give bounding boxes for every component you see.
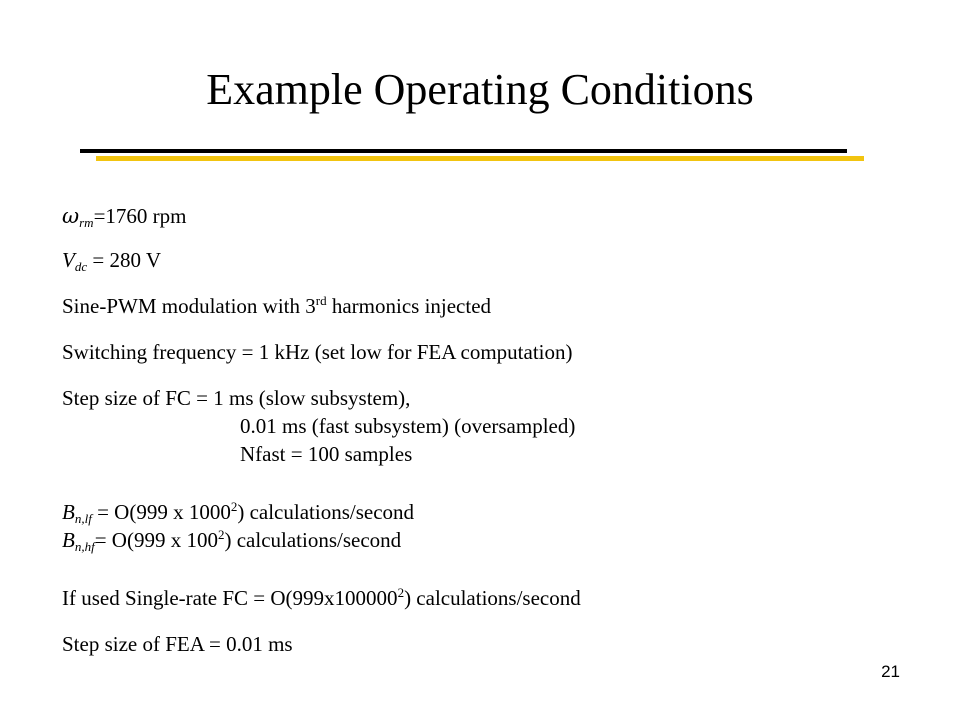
bhf-text-end: ) calculations/second xyxy=(224,528,402,552)
blf-symbol: B xyxy=(62,500,75,524)
title-underline-black xyxy=(80,149,847,153)
page-number: 21 xyxy=(881,662,900,681)
line-vdc xyxy=(62,246,161,277)
line-step-fea: Step size of FEA = 0.01 ms xyxy=(62,632,293,656)
blf-superscript: 2 xyxy=(230,499,238,514)
blf-subscript: n,lf xyxy=(74,511,92,526)
vdc-value: = 280 V xyxy=(87,248,161,272)
omega-subscript: rm xyxy=(79,215,94,230)
blf-text-end: ) calculations/second xyxy=(237,500,415,524)
omega-value: =1760 rpm xyxy=(93,204,187,228)
bhf-superscript: 2 xyxy=(217,527,225,542)
line-blf xyxy=(62,498,414,529)
single-text: If used Single-rate FC = O(999x100000 xyxy=(62,586,398,610)
line-bhf xyxy=(62,526,401,557)
pwm-superscript: rd xyxy=(315,293,327,308)
line-step-fc-fast: 0.01 ms (fast subsystem) (oversampled) xyxy=(240,414,576,438)
line-switching: Switching frequency = 1 kHz (set low for FEA computation) xyxy=(62,340,573,364)
single-superscript: 2 xyxy=(397,585,405,600)
bhf-text: = O(999 x 100 xyxy=(94,528,218,552)
title-underline-gold xyxy=(96,156,864,161)
pwm-text-end: harmonics injected xyxy=(326,294,492,318)
slide-title: Example Operating Conditions xyxy=(206,65,754,114)
vdc-subscript: dc xyxy=(74,259,88,274)
pwm-text: Sine-PWM modulation with 3 xyxy=(62,294,316,318)
bhf-subscript: n,hf xyxy=(74,539,95,554)
blf-text: = O(999 x 1000 xyxy=(91,500,231,524)
omega-symbol: ω xyxy=(62,204,80,228)
vdc-symbol: V xyxy=(62,248,75,272)
line-omega xyxy=(62,202,187,233)
bhf-symbol: B xyxy=(62,528,75,552)
line-step-fc: Step size of FC = 1 ms (slow subsystem), xyxy=(62,386,411,410)
line-pwm xyxy=(62,292,491,323)
single-text-end: ) calculations/second xyxy=(404,586,581,610)
line-nfast: Nfast = 100 samples xyxy=(240,442,413,466)
line-single-rate xyxy=(62,584,581,615)
